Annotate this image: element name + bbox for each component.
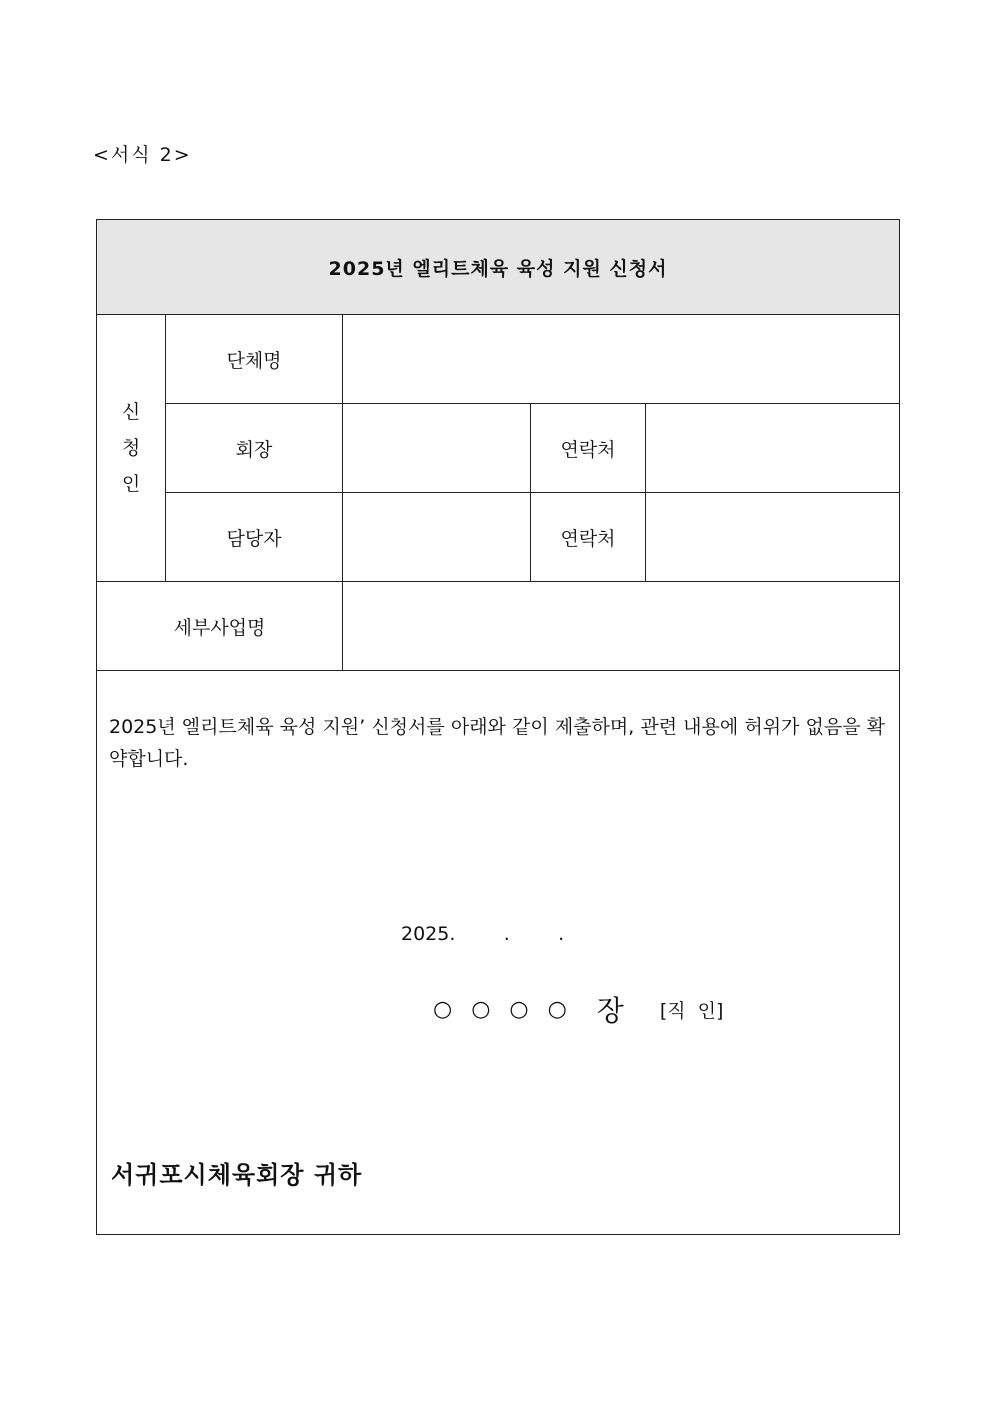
applicant-section-label: [97, 315, 166, 582]
signer-line: [433, 989, 723, 1029]
form-title: 2025년 엘리트체육 육성 지원 신청서: [97, 220, 900, 315]
manager-contact-field[interactable]: [646, 493, 900, 582]
president-field[interactable]: [343, 404, 531, 493]
org-name-label: 단체명: [166, 315, 343, 404]
declaration-text: 2025년 엘리트체육 육성 지원’ 신청서를 아래와 같이 제출하며, 관련 내용에 허위가 없음을 확약합니다.: [109, 716, 886, 770]
project-name-field[interactable]: [343, 582, 900, 671]
official-seal-mark: [직 인]: [659, 999, 724, 1022]
org-name-field[interactable]: [343, 315, 900, 404]
declaration-section: [97, 671, 900, 1235]
manager-label: 담당자: [166, 493, 343, 582]
applicant-label-char: 청: [121, 437, 141, 459]
applicant-label-char: 신: [121, 401, 141, 423]
recipient-line: 서귀포시체육회장 귀하: [111, 1161, 363, 1189]
manager-field[interactable]: [343, 493, 531, 582]
president-contact-label: 연락처: [531, 404, 646, 493]
president-label: 회장: [166, 404, 343, 493]
form-number-label: <서식 2>: [93, 144, 192, 166]
application-form-table: [96, 219, 900, 1235]
signer-title: 장: [596, 994, 624, 1027]
signer-name-placeholder: ○ ○ ○ ○: [433, 996, 573, 1022]
manager-contact-label: 연락처: [531, 493, 646, 582]
submission-date: 2025. . .: [401, 923, 565, 945]
project-name-label: 세부사업명: [97, 582, 343, 671]
president-contact-field[interactable]: [646, 404, 900, 493]
applicant-label-char: 인: [121, 473, 141, 495]
